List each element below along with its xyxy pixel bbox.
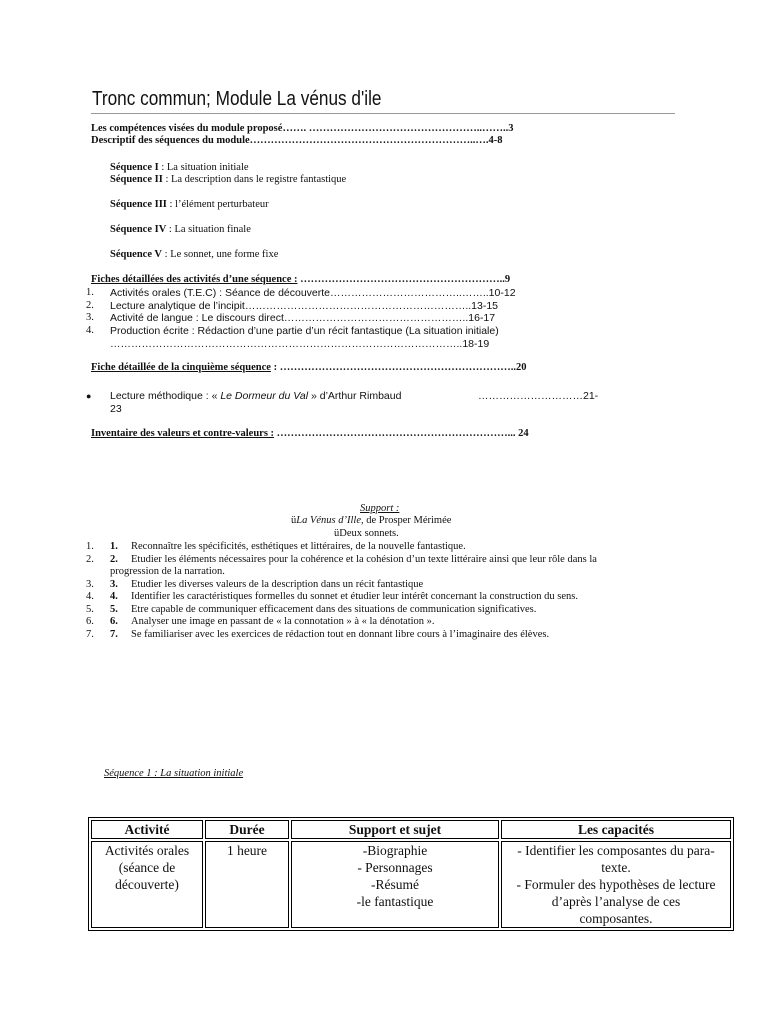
objective-item: Se familiariser avec les exercices de rédaction tout en donnant libre cours à l’imaginaire des élèves. <box>131 629 550 640</box>
list-number: 6. <box>86 616 94 627</box>
support-heading: Support : <box>360 503 400 514</box>
sequence-item: Séquence II : La description dans le registre fantastique <box>110 174 347 185</box>
column-header: Durée <box>205 820 289 839</box>
sequence-1-title: Séquence 1 : La situation initiale <box>104 768 244 779</box>
lecture-cont: 23 <box>110 403 122 415</box>
fiches-item-continuation: ………………………………………………………………………………………..18-19 <box>110 338 490 350</box>
list-number: 2. <box>86 300 94 311</box>
capacities-table <box>88 817 734 931</box>
support-line: üLa Vénus d’Ille, de Prosper Mérimée <box>291 515 452 526</box>
list-number-bold: 2. <box>110 554 118 565</box>
objective-item-continuation: progression de la narration. <box>110 566 225 577</box>
list-number: 5. <box>86 604 94 615</box>
list-number: 1. <box>86 541 94 552</box>
fiches-item: Activité de langue : Le discours direct……………………………………………..16-17 <box>110 312 496 324</box>
list-number: 2. <box>86 554 94 565</box>
column-header: Activité <box>91 820 203 839</box>
fiches-item: Production écrite : Rédaction d’une partie d’un récit fantastique (La situation initiale) <box>110 325 499 337</box>
title-divider <box>91 113 675 114</box>
objective-item: Etudier les diverses valeurs de la description dans un récit fantastique <box>131 579 424 590</box>
table-row <box>91 841 731 928</box>
fiches-item: Lecture analytique de l’incipit………………………………………………………..13-15 <box>110 300 499 312</box>
objective-item: Identifier les caractéristiques formelles du sonnet et étudier leur intérêt concernant la construction du sens. <box>131 591 578 602</box>
column-header: Les capacités <box>501 820 731 839</box>
table-cell: -Biographie - Personnages -Résumé -le fantastique <box>291 841 499 928</box>
lecture-item: Lecture méthodique : « Le Dormeur du Val » d’Arthur Rimbaud <box>110 390 402 402</box>
list-number: 4. <box>86 325 94 336</box>
list-number: 4. <box>86 591 94 602</box>
objective-item: Etudier les éléments nécessaires pour la cohérence et la cohésion d’un texte littéraire ainsi que leur rôle dans la <box>131 554 597 565</box>
inventaire-heading: Inventaire des valeurs et contre-valeurs : …………………………………………………………... 24 <box>91 428 529 439</box>
table-cell: - Identifier les composantes du para- texte. - Formuler des hypothèses de lecture d’après l’analyse de ces composantes. <box>501 841 731 928</box>
list-number-bold: 5. <box>110 604 118 615</box>
table-header-row <box>91 820 731 839</box>
page-title: Tronc commun; Module La vénus d'ile <box>92 88 382 110</box>
list-number-bold: 3. <box>110 579 118 590</box>
fiche5-heading: Fiche détaillée de la cinquième séquence : …………………………………………………………..20 <box>91 362 527 373</box>
objective-item: Etre capable de communiquer efficacement dans des situations de communication significatives. <box>131 604 537 615</box>
column-header: Support et sujet <box>291 820 499 839</box>
list-number-bold: 1. <box>110 541 118 552</box>
sequence-item: Séquence III : l’élément perturbateur <box>110 199 269 210</box>
lecture-dots: …………………………21- <box>478 390 599 402</box>
sequence-item: Séquence IV : La situation finale <box>110 224 251 235</box>
list-number-bold: 4. <box>110 591 118 602</box>
summary-competences: Les compétences visées du module proposé……. …………………………………………..……..3 <box>91 123 514 134</box>
sequence-item: Séquence I : La situation initiale <box>110 162 249 173</box>
list-number: 3. <box>86 579 94 590</box>
table-cell: Activités orales (séance de découverte) <box>91 841 203 928</box>
fiches-heading: Fiches détaillées des activités d’une séquence : …………………………………………………..9 <box>91 274 511 285</box>
list-number: 7. <box>86 629 94 640</box>
sequence-item: Séquence V : Le sonnet, une forme fixe <box>110 249 279 260</box>
fiches-item: Activités orales (T.E.C) : Séance de découverte………………………………..……..10-12 <box>110 287 516 299</box>
list-number: 1. <box>86 287 94 298</box>
objective-item: Analyser une image en passant de « la connotation » à « la dénotation ». <box>131 616 435 627</box>
support-line: üDeux sonnets. <box>334 528 399 539</box>
list-number: 3. <box>86 312 94 323</box>
summary-descriptif: Descriptif des séquences du module………………………………………………………..….4-8 <box>91 135 503 146</box>
list-number-bold: 6. <box>110 616 118 627</box>
list-number-bold: 7. <box>110 629 118 640</box>
table-cell: 1 heure <box>205 841 289 928</box>
bullet: ● <box>86 391 92 401</box>
objective-item: Reconnaître les spécificités, esthétiques et littéraires, de la nouvelle fantastique. <box>131 541 466 552</box>
